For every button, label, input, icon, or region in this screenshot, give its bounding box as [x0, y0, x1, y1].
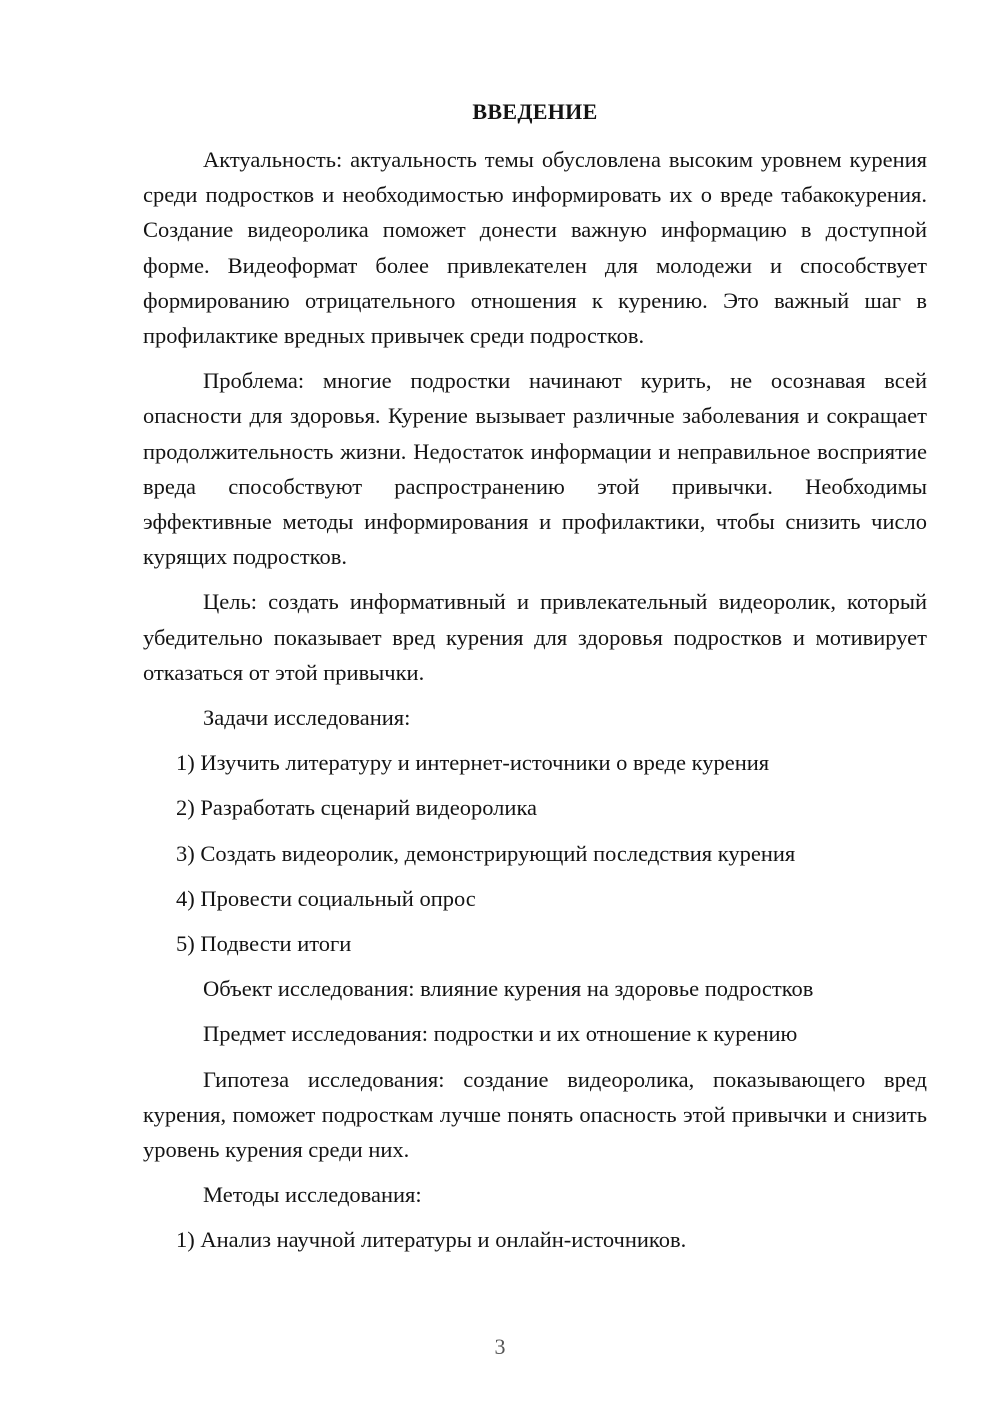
tasks-label: Задачи исследования:	[203, 705, 411, 731]
goal-paragraph: Цель: создать информативный и привлекательный видеоролик, который убедительно показывает вред курения для здоровья подростков и мотивирует отказаться от этой привычки.	[143, 589, 927, 685]
methods-label: Методы исследования:	[203, 1182, 422, 1208]
document-body	[143, 142, 927, 1268]
research-subject-line: Предмет исследования: подростки и их отношение к курению	[203, 1021, 798, 1047]
research-object-line: Объект исследования: влияние курения на здоровье подростков	[203, 976, 814, 1002]
relevance-paragraph: Актуальность: актуальность темы обусловлена высоким уровнем курения среди подростков и необходимостью информировать их о вреде табакокурения. Создание видеоролика поможет донести важную информацию в доступной форме. Видеоформат более привлекателен для молодежи и способствует формированию отрицательного отношения к курению. Это важный шаг в профилактике вредных привычек среди подростков.	[143, 147, 927, 349]
page-title: ВВЕДЕНИЕ	[472, 99, 598, 124]
hypothesis-paragraph: Гипотеза исследования: создание видеоролика, показывающего вред курения, поможет подросткам лучше понять опасность этой привычки и снизить уровень курения среди них.	[143, 1066, 927, 1163]
page-number: 3	[494, 1334, 506, 1359]
task-item: 5) Подвести итоги	[176, 931, 352, 957]
task-item: 2) Разработать сценарий видеоролика	[176, 795, 538, 821]
task-item: 3) Создать видеоролик, демонстрирующий последствия курения	[176, 840, 796, 866]
task-item: 4) Провести социальный опрос	[176, 885, 476, 911]
problem-paragraph: Проблема: многие подростки начинают курить, не осознавая всей опасности для здоровья. Курение вызывает различные заболевания и сокращает продолжительность жизни. Недостаток информации и неправильное восприятие вреда способствуют распространению этой привычки. Необходимы эффективные методы информирования и профилактики, чтобы снизить число курящих подростков.	[143, 368, 927, 570]
task-item: 1) Изучить литературу и интернет-источники о вреде курения	[176, 750, 770, 776]
method-item: 1) Анализ научной литературы и онлайн-источников.	[176, 1227, 687, 1253]
